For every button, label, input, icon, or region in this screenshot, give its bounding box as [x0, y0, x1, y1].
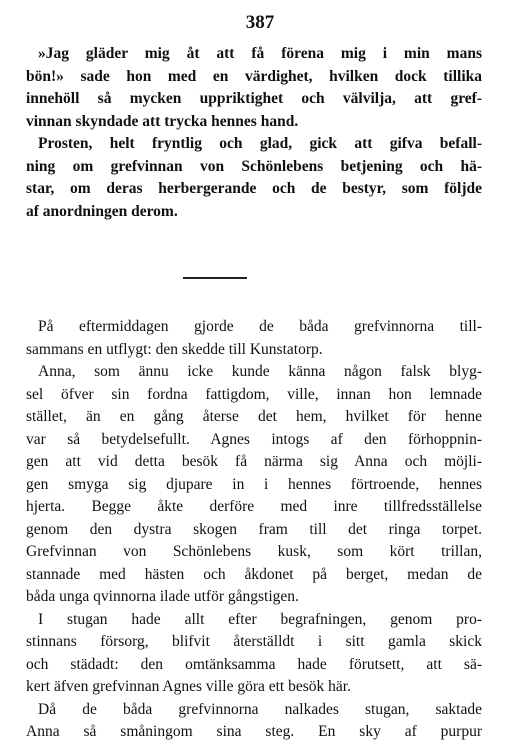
page-number: 387 — [245, 12, 275, 33]
text-line: På eftermiddagen gjorde de båda grefvinnorna till- — [38, 318, 482, 335]
text-line: var så betydelsefullt. Agnes intogs af den förhoppnin- — [26, 430, 482, 448]
text-line: sel öfver sin fordna fattigdom, ville, innan hon lemnade — [26, 385, 482, 403]
text-line: »Jag gläder mig åt att få förena mig i min mans — [38, 45, 482, 62]
text-line: Då de båda grefvinnorna nalkades stugan, saktade — [38, 700, 482, 718]
text-line: och städadt: den omtänksamma hade förutsett, att sä- — [26, 655, 482, 673]
text-line: stället, än en gång återse det hem, hvilket för henne — [26, 408, 482, 425]
text-line: Anna, som ännu icke kunde känna någon falsk blyg- — [38, 363, 482, 380]
text-line: gen att vid detta besök få närma sig Anna och möjli- — [26, 453, 482, 470]
text-line: I stugan hade allt efter begrafningen, genom pro- — [38, 610, 482, 628]
text-line: star, om deras herbergerande och de bestyr, som följde — [26, 180, 482, 197]
text-line: stinnans försorg, blifvit återställdt i sitt gamla skick — [26, 633, 482, 650]
text-line: sammans en utflygt: den skedde till Kunstatorp. — [26, 340, 323, 358]
text-line: gen smyga sig djupare in i hennes förtroende, hennes — [26, 475, 482, 493]
text-line: vinnan skyndade att trycka hennes hand. — [26, 112, 299, 130]
section-divider — [183, 277, 247, 279]
text-line: båda unga qvinnorna ilade utför gångstigen. — [26, 588, 299, 605]
text-line: ning om grefvinnan von Schönlebens betjening och hä- — [26, 157, 482, 175]
text-line: hjerta. Begge åkte derföre med inre tillfredsställelse — [26, 498, 482, 515]
text-line: genom den dystra skogen fram till det ringa torpet. — [26, 520, 482, 538]
text-line: Prosten, helt fryntlig och glad, gick att gifva befall- — [38, 135, 482, 152]
text-line: af anordningen derom. — [26, 202, 178, 220]
text-line: Anna så småningom sina steg. En sky af purpur — [26, 723, 482, 740]
text-line: stannade med hästen och åkdonet på berget, medan de — [26, 565, 482, 583]
text-line: kert äfven grefvinnan Agnes ville göra ett besök här. — [26, 678, 351, 695]
text-section-1 — [26, 43, 482, 223]
text-line: Grefvinnan von Schönlebens kusk, som kört trillan, — [26, 543, 482, 560]
text-line: bön!» sade hon med en värdighet, hvilken dock tillika — [26, 67, 482, 85]
text-line: innehöll så mycken uppriktighet och välvilja, att gref- — [26, 90, 482, 107]
text-section-2 — [26, 316, 482, 744]
